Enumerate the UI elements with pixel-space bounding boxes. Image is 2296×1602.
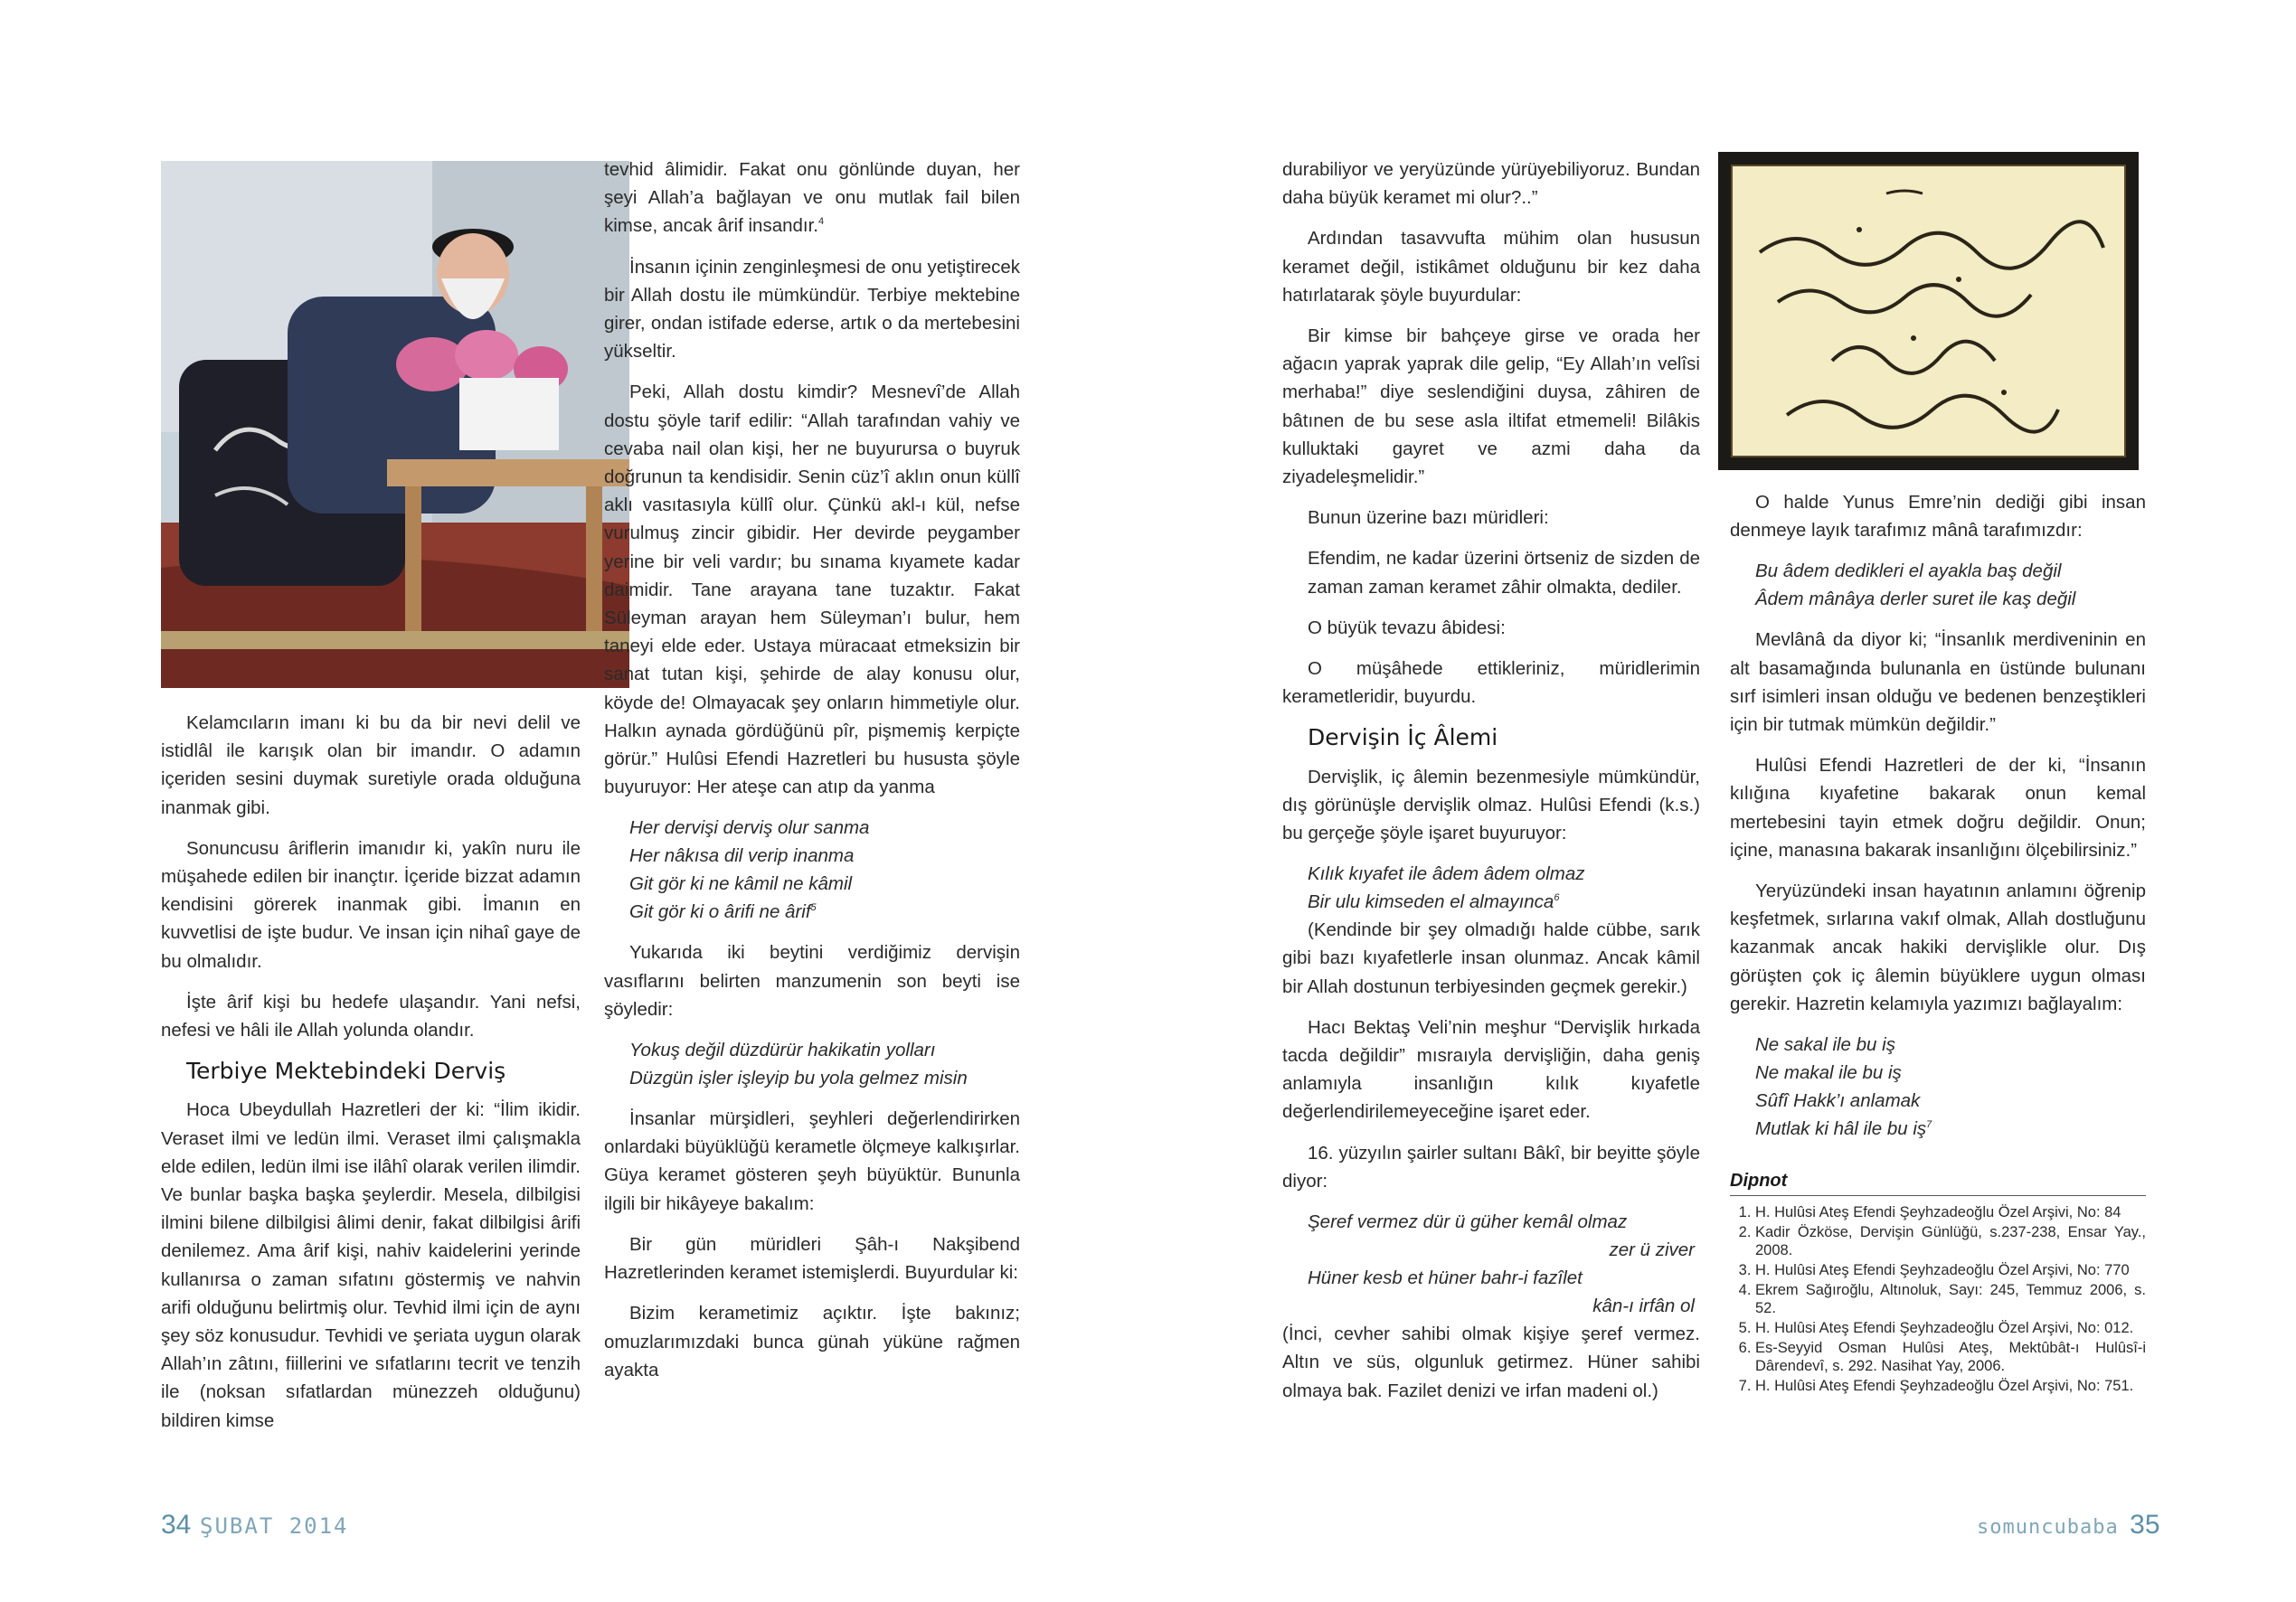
verse-block [1730,557,2146,613]
paragraph: Hacı Bektaş Veli’nin meşhur “Dervişlik hırkada tacda değildir” mısraıyla dervişliğin, daha geniş anlamıyla insanlığın kılık kıyafetle değerlendirilemeyeceğine işaret eder. [1282,1016,1700,1123]
paragraph: Yeryüzündeki insan hayatının anlamını öğrenip keşfetmek, sırlarına vakıf olmak, Allah dostluğunu kazanmak ancak hakiki dervişlikle olur. Dış görüşten çok iç âlemin büyüklere uygun olması gerekir. Hazretin kelamıyla yazımızı bağlayalım: [1730,881,2146,1014]
paragraph: Dervişlik, iç âlemin bezenmesiyle mümkündür, dış görünüşle dervişlik olmaz. Hulûsi Efendi (k.s.) bu gerçeğe şöyle işaret buyuruyor: [1282,766,1700,844]
paragraph: Sonuncusu âriflerin imanıdır ki, yakîn nuru ile müşahede edilen bir inançtır. İçeride bizzat adamın kendisini görerek inanmak gibi. İmanın en kuvvetlisi de işte budur. Ve insan için nihaî gaye de bu olmalıdır. [161,837,581,972]
footnote-item: 6. Es-Seyyid Osman Hulûsi Ateş, Mektûbât-ı Hulûsî-i Dârendevî, s. 292. Nasihat Yay, 2006. [1755,1339,2146,1375]
paragraph: Bir gün müridleri Şâh-ı Nakşibend Hazretlerinden keramet istemişlerdi. Buyurdular ki: [604,1233,1020,1284]
verse-line: kân-ı irfân ol [1592,1296,1695,1317]
paragraph-text: tevhid âlimidir. Fakat onu gönlünde duyan, her şeyi Allah’a bağlayan ve onu mutlak fail bilen kimse, ancak ârif insandır. [604,159,1020,237]
verse-text: Bir ulu kimseden el almayınca [1308,891,1554,913]
verse-line: Her nâkısa dil verip inanma [629,845,855,867]
page-number: 35 [2130,1510,2160,1540]
right-folio [1977,1510,2160,1541]
paragraph: Peki, Allah dostu kimdir? Mesnevî’de Allah dostu şöyle tarif edilir: “Allah tarafından vahiy ve cevaba nail olan kişi, her ne buyurursa o buyruk doğrunun ta kendisidir. Senin cüz’î aklın onun küllî aklı vasıtasıyla küllî olur. Çünkü akl-ı kül, nefse vurulmuş zincir gibidir. Her devirde peygamber yerine bir veli vardır; bu sınama kıyamete kadar daimidir. Tane arayana tane tuzaktır. Fakat Süleyman arayan hem Süleyman’ı bulur, hem taneyi elde eder. Ustaya müracaat etmeksizin bir sanat tutan kişi, şehirde de alay konusu olur, köyde de! Olmayacak şey onların himmetiyle olur. Halkın aynada gördüğünü pîr, pişmemiş kerpiçte görür.” Hulûsi Efendi Hazretleri bu hususta şöyle buyuruyor: Her ateşe can atıp da yanma [604,382,1020,798]
right-column-1 [1282,155,1700,1418]
verse-line: Şeref vermez dür ü güher kemâl olmaz [1308,1211,1628,1233]
verse-line: Her dervişi derviş olur sanma [629,817,870,839]
footnote-ref: 6 [1554,892,1560,904]
verse-line: Âdem mânâya derler suret ile kaş değil [1755,589,2076,610]
verse-explanation: (İnci, cevher sahibi olmak kişiye şeref vermez. Altın ve süs, olgunluk getirmez. Hüner sahibi olmaya bak. Fazilet denizi ve irfan madeni ol.) [1282,1324,1700,1401]
manuscript-paper [1731,165,2126,457]
portrait-photo [161,161,629,688]
footnote-ref: 7 [1926,1119,1932,1131]
paragraph: İnsanlar mürşidleri, şeyhleri değerlendirirken onlardaki büyüklüğü kerametle ölçmeye kalkışırlar. Güya keramet gösteren şeyh büyüktür. Bununla ilgili bir hikâyeye bakalım: [604,1108,1020,1214]
footnotes-title: Dipnot [1730,1171,1788,1191]
verse-line: Bu âdem dedikleri el ayakla baş değil [1755,561,2062,582]
verse-explanation: (Kendinde bir şey olmadığı halde cübbe, sarık gibi bazı kıyafetlerle insan olunmaz. Ancak kâmil bir Allah dostunun terbiyesinden geçmek gerekir.) [1282,919,1700,997]
portrait-illustration [161,161,629,688]
paragraph: 16. yüzyılın şairler sultanı Bâkî, bir beyitte şöyle diyor: [1282,1142,1700,1192]
left-folio [161,1510,349,1541]
verse-line [1755,1115,2146,1143]
paragraph: Mevlânâ da diyor ki; “İnsanlık merdiveninin en alt basamağında bulunanla en üstünde bulunanı sırf isimleri insan olduğu ve bedenen benzeştikleri için bir tutmak mümkün değildir.” [1730,629,2146,736]
paragraph: O müşâhede ettikleriniz, müridlerimin kerametleridir, buyurdu. [1282,658,1700,708]
verse-line [1308,888,1700,916]
footnote-item: 7. H. Hulûsi Ateş Efendi Şeyhzadeoğlu Özel Arşivi, No: 751. [1755,1377,2146,1395]
section-heading: Terbiye Mektebindeki Derviş [186,1058,506,1085]
footnote-item: 2. Kadir Özköse, Dervişin Günlüğü, s.237-238, Ensar Yay., 2008. [1755,1223,2146,1259]
verse-line: Ne sakal ile bu iş [1755,1034,1895,1056]
magazine-name: somuncubaba [1977,1516,2119,1539]
paragraph: Bizim kerametimiz açıktır. İşte bakınız; omuzlarımızdaki bunca günah yüküne rağmen ayakta [604,1303,1020,1381]
handwriting-illustration [1733,166,2124,456]
paragraph: Efendim, ne kadar üzerini örtseniz de sizden de zaman zaman keramet zâhir olmakta, dediler. [1308,548,1700,598]
verse-line: Sûfî Hakk’ı anlamak [1755,1090,1921,1112]
verse-block [604,814,1020,926]
footnote-list [1730,1203,2146,1395]
verse-line: zer ü ziver [1609,1239,1695,1261]
footnotes-divider [1730,1195,2146,1196]
footnotes [1730,1172,2146,1397]
verse-block [1282,1208,1700,1320]
verse-line: Ne makal ile bu iş [1755,1062,1902,1084]
verse-line: Git gör ki ne kâmil ne kâmil [629,873,853,895]
verse-block [1730,1031,2146,1143]
verse-line: Yokuş değil düzdürür hakikatin yolları [629,1040,936,1061]
verse-text: Git gör ki o ârifi ne ârif [629,901,811,923]
paragraph: Hulûsi Efendi Hazretleri de der ki, “İnsanın kılığına kıyafetine bakarak onun kemal mertebesini tayin etmek doğru değildir. Onun; içine, manasına bakarak insanlığını ölçebilirsiniz.” [1730,755,2146,861]
paragraph: İnsanın içinin zenginleşmesi de onu yetiştirecek bir Allah dostu ile mümkündür. Terbiye mektebine girer, ondan istifade ederse, artık o da mertebesini yükseltir. [604,256,1020,363]
paragraph: Kelamcıların imanı ki bu da bir nevi delil ve istidlâl ile karışık olan bir imandır. O adamın içeriden sesini duymak suretiyle orada olduğuna inanmak gibi. [161,712,581,818]
right-column-2 [1730,488,2146,1155]
manuscript-image [1718,152,2139,470]
section-heading: Dervişin İç Âlemi [1308,724,1498,751]
paragraph: Hoca Ubeydullah Hazretleri der ki: “İlim ikidir. Veraset ilmi ve ledün ilmi. Veraset ilmi çalışmakla elde edilen, ledün ilmi ise ilâhî olarak verilen ilimdir. Ve bunlar başka başka şeylerdir. Mesela, dilbilgisi ilmini bilene dilbilgisi âlimi denir, fakat dilbilgisi ârifi denilemez. Ama ârif kişi, nahiv kaidelerini yerinde kullanırsa o zaman sıfatını göstermiş ve nahvin arifi olduğunu belirtmiş olur. Tevhid ilmi için de aynı şey söz konusudur. Tevhidi ve şeriata uygun olarak Allah’ın zâtını, fiillerini ve sıfatlarını tecrit ve tenzih ile (noksan sıfatlardan münezzeh olduğunu) bildiren kimse [161,1099,581,1431]
paragraph: durabiliyor ve yeryüzünde yürüyebiliyoruz. Bundan daha büyük keramet mi olur?..” [1282,159,1700,209]
paragraph: Bunun üzerine bazı müridleri: [1308,507,1549,529]
paragraph: Ardından tasavvufta mühim olan hususun keramet değil, istikâmet olduğunu bir kez daha hatırlatarak şöyle buyurdular: [1282,228,1700,306]
paragraph: O halde Yunus Emre’nin dediği gibi insan denmeye layık tarafımız mânâ tarafımızdır: [1730,492,2146,542]
left-column-2 [604,155,1020,1397]
verse-block [1282,860,1700,916]
verse-line: Düzgün işler işleyip bu yola gelmez misin [629,1068,968,1089]
issue-date: ŞUBAT 2014 [200,1513,349,1539]
footnote-ref: 4 [818,216,825,228]
footnote-ref: 5 [810,902,817,914]
footnote-item: 3. H. Hulûsi Ateş Efendi Şeyhzadeoğlu Özel Arşivi, No: 770 [1755,1261,2146,1279]
footnote-item: 5. H. Hulûsi Ateş Efendi Şeyhzadeoğlu Özel Arşivi, No: 012. [1755,1319,2146,1337]
verse-line: Kılık kıyafet ile âdem âdem olmaz [1308,863,1585,885]
verse-line: Hüner kesb et hüner bahr-i fazîlet [1308,1267,1583,1289]
paragraph: Bir kimse bir bahçeye girse ve orada her ağacın yaprak yaprak dile gelip, “Ey Allah’ın velîsi merhaba!” diye seslendiğini duysa, zâhiren de bâtınen de bu sese asla iltifat etmemeli! Bilâkis kulluktaki gayret ve azmi daha da ziyadeleşmelidir.” [1282,325,1700,488]
verse-line [629,898,1020,926]
paragraph: Yukarıda iki beytini verdiğimiz dervişin vasıflarını belirten manzumenin son beyti ise şöyledir: [604,942,1020,1020]
page-number: 34 [161,1510,192,1540]
paragraph: O büyük tevazu âbidesi: [1308,617,1506,638]
left-column-1 [161,709,581,1447]
footnote-item: 4. Ekrem Sağıroğlu, Altınoluk, Sayı: 245, Temmuz 2006, s. 52. [1755,1281,2146,1317]
verse-text: Mutlak ki hâl ile bu iş [1755,1118,1927,1140]
verse-block [604,1036,1020,1092]
paragraph: İşte ârif kişi bu hedefe ulaşandır. Yani nefsi, nefesi ve hâli ile Allah yolunda olandır. [161,991,581,1041]
paragraph [604,155,1020,240]
footnote-item: 1. H. Hulûsi Ateş Efendi Şeyhzadeoğlu Özel Arşivi, No: 84 [1755,1203,2146,1221]
